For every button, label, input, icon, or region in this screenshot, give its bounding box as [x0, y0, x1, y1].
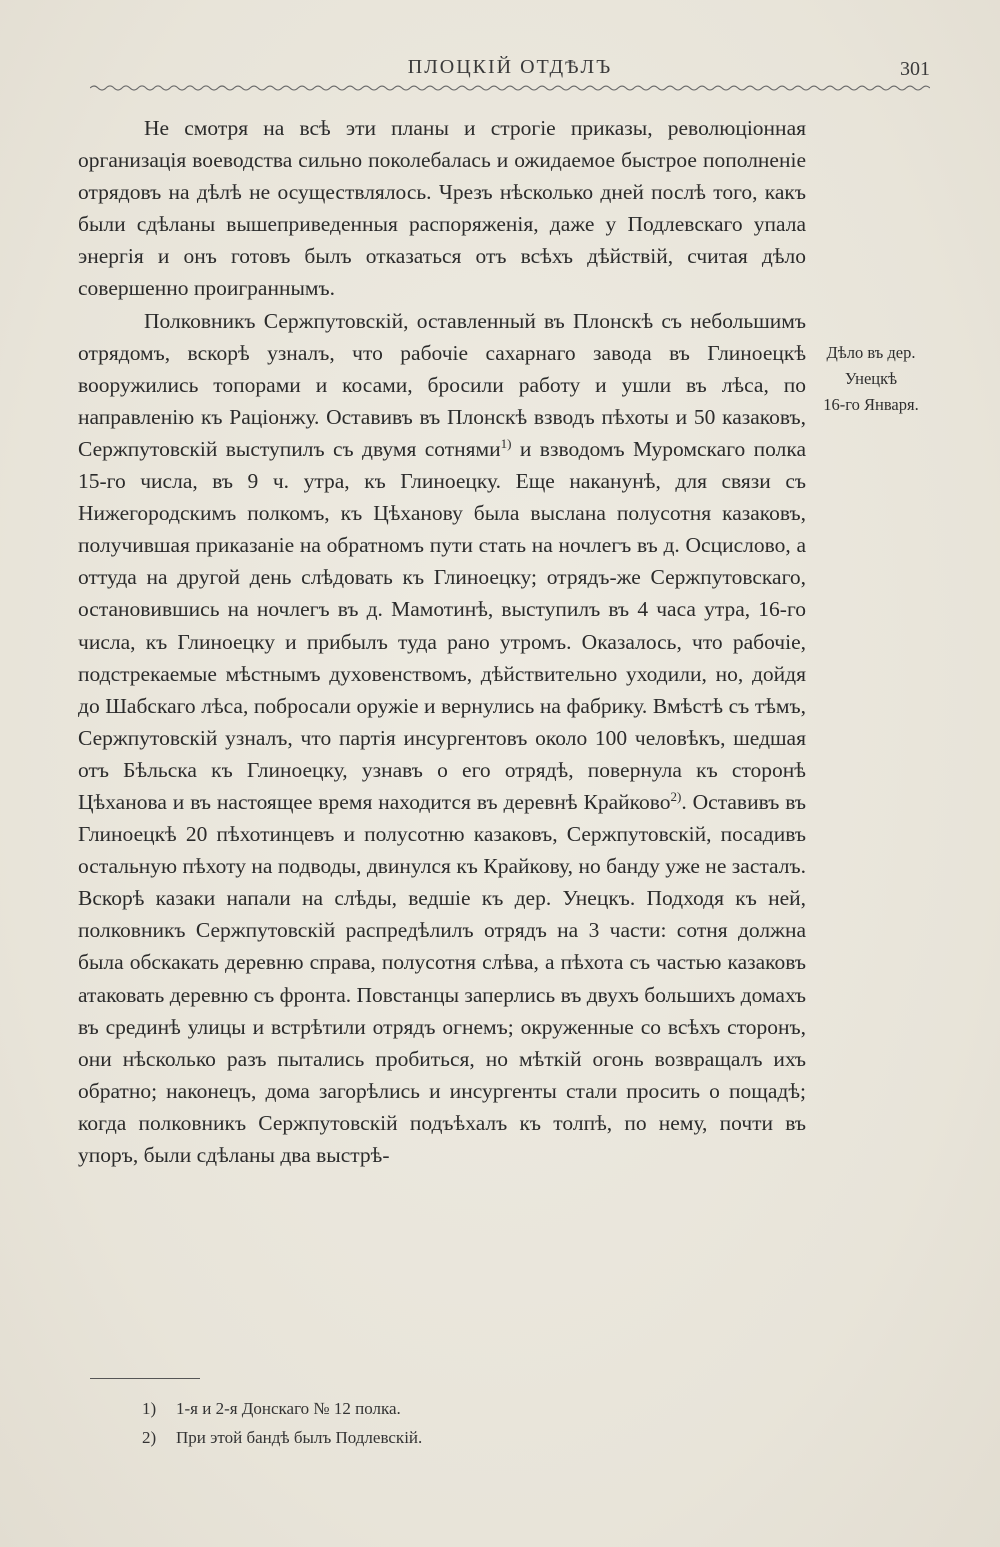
marginal-line: Дѣло въ дер.: [826, 343, 916, 362]
running-title: ПЛОЦКІЙ ОТДѢЛЪ: [407, 56, 613, 78]
footnote: [142, 1394, 842, 1423]
body-text: [78, 112, 806, 1171]
page-number: 301: [900, 58, 930, 80]
footnote-text: 1-я и 2-я Донскаго № 12 полка.: [176, 1399, 401, 1418]
marginal-line: 16-го Января.: [823, 395, 919, 414]
paragraph-text: Полковникъ Сержпутовскій, оставленный въ Плонскѣ съ небольшимъ отрядомъ, вскорѣ узналъ, что рабочіе сахарнаго завода въ Глиноецкѣ вооружились топорами и косами, бросили работу и ушли въ лѣса, по направленію къ Раціонжу. Оставивъ въ Плонскѣ взводъ пѣхоты и 50 казаковъ, Сержпутовскій выступилъ съ двумя сотнями: [78, 308, 806, 461]
footnote-divider: [90, 1378, 200, 1379]
footnote: [142, 1423, 842, 1452]
running-head: [90, 56, 930, 96]
wavy-rule: [90, 82, 930, 94]
footnote-ref: 2): [670, 788, 682, 804]
footnote-ref: 1): [500, 435, 512, 451]
paragraph-text: . Оставивъ въ Глиноецкѣ 20 пѣхотинцевъ и полусотню казаковъ, Сержпутовскій, посадивъ остальную пѣхоту на подводы, двинулся къ Крайкову, но банду уже не засталъ. Вскорѣ казаки напали на слѣды, ведшіе къ дер. Унецкъ. Подходя къ ней, полковникъ Сержпутовскій распредѣлилъ отрядъ на 3 части: сотня должна была обскакать деревню справа, полусотня слѣва, а пѣхота съ частью казаковъ атаковать деревню съ фронта. Повстанцы заперлись въ двухъ большихъ домахъ въ срединѣ улицы и встрѣтили отрядъ огнемъ; окруженные со всѣхъ сторонъ, они нѣсколько разъ пытались пробиться, но мѣткій огонь возвращалъ ихъ обратно; наконецъ, дома загорѣлись и инсургенты стали просить о пощадѣ; когда полковникъ Сержпутовскій подъѣхалъ къ толпѣ, по нему, почти въ упоръ, были сдѣланы два выстрѣ-: [78, 789, 807, 1167]
paragraph-text: Не смотря на всѣ эти планы и строгіе приказы, революціонная организація воеводства сильно поколебалась и ожидаемое быстрое пополненіе отрядовъ на дѣлѣ не осуществлялось. Чрезъ нѣсколько дней послѣ того, какъ были сдѣланы вышеприведенныя распоряженія, даже у Подлевскаго упала энергія и онъ готовъ былъ отказаться отъ всѣхъ дѣйствій, считая дѣло совершенно проиграннымъ.: [78, 116, 806, 301]
footnote-text: При этой бандѣ былъ Подлевскій.: [176, 1428, 423, 1447]
footnotes: [142, 1394, 842, 1452]
paragraph-text: и взводомъ Муромскаго полка 15-го числа, въ 9 ч. утра, къ Глиноецку. Еще наканунѣ, для связи съ Нижегородскимъ полкомъ, къ Цѣханову была выслана полусотня казаковъ, получившая приказаніе на обратномъ пути стать на ночлегъ въ д. Осцислово, а оттуда на другой день слѣдовать къ Глиноецку; отрядъ-же Сержпутовскаго, остановившись на ночлегъ въ д. Мамотинѣ, выступилъ въ 4 часа утра, 16-го числа, къ Глиноецку и прибылъ туда рано утромъ. Оказалось, что рабочіе, подстрекаемые мѣстнымъ духовенствомъ, дѣйствительно уходили, но, дойдя до Шабскаго лѣса, побросали оружіе и вернулись на фабрику. Вмѣстѣ съ тѣмъ, Сержпутовскій узналъ, что партія инсургентовъ около 100 человѣкъ, шедшая отъ Бѣльска къ Глиноецку, узнавъ о его отрядѣ, повернула къ сторонѣ Цѣханова и въ настоящее время находится въ деревнѣ Крайково: [78, 436, 806, 814]
footnote-mark: 1): [142, 1399, 157, 1418]
marginal-line: Унецкѣ: [844, 369, 898, 388]
paragraph: [78, 305, 806, 1172]
paragraph: [78, 112, 806, 305]
marginal-note: [811, 340, 931, 418]
footnote-mark: 2): [142, 1428, 157, 1447]
